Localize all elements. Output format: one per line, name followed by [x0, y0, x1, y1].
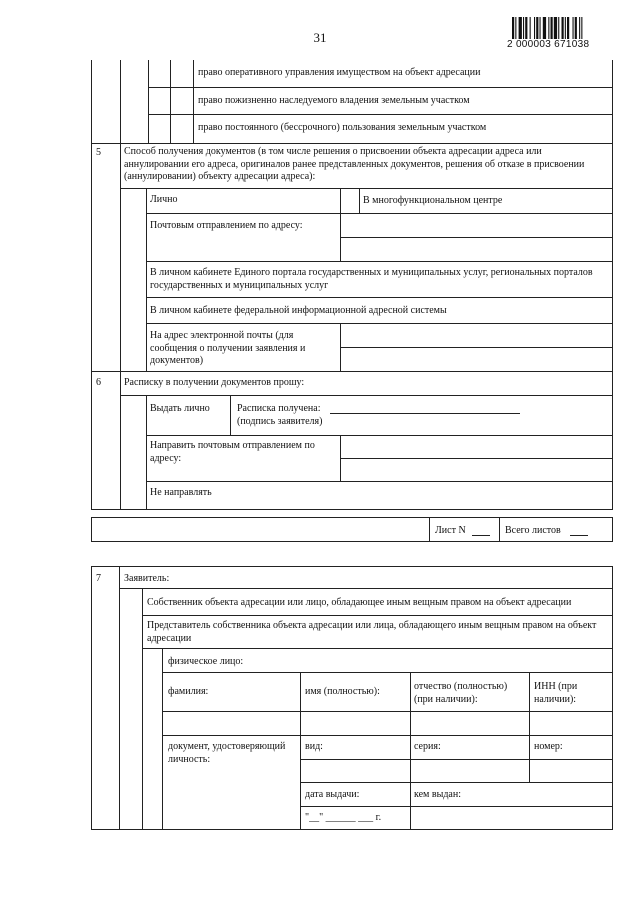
issue-date-field[interactable]: "__" ______ ___ г. [305, 812, 382, 823]
barcode-bar [530, 17, 531, 39]
signature-line[interactable] [330, 413, 520, 414]
barcode-bar [543, 17, 546, 39]
issued-by-label: кем выдан: [414, 789, 461, 800]
section-7-title: Заявитель: [124, 573, 170, 584]
right-lifetime-inheritable-possession: право пожизненно наследуемого владения земельным участком [198, 95, 470, 106]
issue-date-label: дата выдачи: [305, 789, 360, 800]
option-give-personally[interactable]: Выдать лично [150, 403, 210, 414]
inn-label: ИНН (при наличии): [534, 681, 578, 705]
option-fias[interactable]: В личном кабинете федеральной информационной адресной системы [150, 305, 447, 316]
id-series-label: серия: [414, 741, 441, 752]
total-sheets-field[interactable] [570, 535, 588, 536]
applicant-representative[interactable]: Представитель собственника объекта адресации или лица, обладающего иным вещным правом на объект адресации [147, 620, 597, 644]
option-gosuslugi[interactable]: В личном кабинете Единого портала государственных и муниципальных услуг, региональных порталов государственных и муниципальных услуг [150, 267, 593, 291]
option-mfc[interactable]: В многофункциональном центре [363, 195, 503, 206]
individual-label: физическое лицо: [168, 656, 244, 667]
name-label: имя (полностью): [305, 686, 380, 697]
right-permanent-use: право постоянного (бессрочного) пользования земельным участком [198, 122, 487, 133]
section-6-number: 6 [96, 377, 101, 388]
section-5-number: 5 [96, 147, 101, 158]
barcode-bar [525, 17, 527, 39]
id-document-label: документ, удостоверяющий личность: [168, 741, 286, 765]
sheet-number-field[interactable] [472, 535, 490, 536]
id-number-label: номер: [534, 741, 563, 752]
barcode-bar [536, 17, 538, 39]
section-5-title: Способ получения документов (в том числе решения о присвоении объекта адресации адреса или аннулировании его адреса, оригиналов ранее представленных документов, решения об отказе в присвоении (аннулировании) объекту адресации адреса): [124, 146, 585, 182]
barcode-bar [575, 17, 577, 39]
barcode-bar [567, 17, 569, 39]
option-postal[interactable]: Почтовым отправлением по адресу: [150, 220, 303, 231]
barcode-bar [579, 17, 580, 39]
surname-label: фамилия: [168, 686, 209, 697]
barcode-bar [551, 17, 553, 39]
option-do-not-send[interactable]: Не направлять [150, 487, 212, 498]
barcode-bar [573, 17, 574, 39]
signature-hint: (подпись заявителя) [237, 416, 323, 427]
barcode-number: 2 000003 671038 [507, 39, 590, 50]
option-email[interactable]: На адрес электронной почты (для сообщения о получении заявления и документов) [150, 330, 306, 366]
sheet-number-label: Лист N [435, 525, 466, 536]
barcode-bar [558, 17, 559, 39]
total-sheets-label: Всего листов [505, 525, 561, 536]
option-send-by-post[interactable]: Направить почтовым отправлением по адресу: [150, 440, 315, 464]
barcode-bar [540, 17, 541, 39]
right-operational-management: право оперативного управления имуществом на объект адресации [198, 67, 481, 78]
barcode-bar [512, 17, 514, 39]
receipt-received-label: Расписка получена: [237, 403, 321, 414]
option-personally[interactable]: Лично [150, 194, 178, 205]
barcode-bar [548, 17, 549, 39]
barcode-bar [565, 17, 566, 39]
id-kind-label: вид: [305, 741, 323, 752]
barcode-bar [534, 17, 535, 39]
barcode-bar [581, 17, 582, 39]
patronymic-label: отчество (полностью) (при наличии): [414, 681, 508, 705]
barcode-bar [515, 17, 516, 39]
barcode-bar [519, 17, 522, 39]
barcode-bar [554, 17, 557, 39]
page-number: 31 [313, 30, 327, 45]
barcode-bar [523, 17, 524, 39]
barcode-bar [562, 17, 564, 39]
applicant-owner[interactable]: Собственник объекта адресации или лицо, обладающее иным вещным правом на объект адресации [147, 597, 572, 608]
section-7-number: 7 [96, 573, 101, 584]
section-6-title: Расписку в получении документов прошу: [124, 377, 305, 388]
